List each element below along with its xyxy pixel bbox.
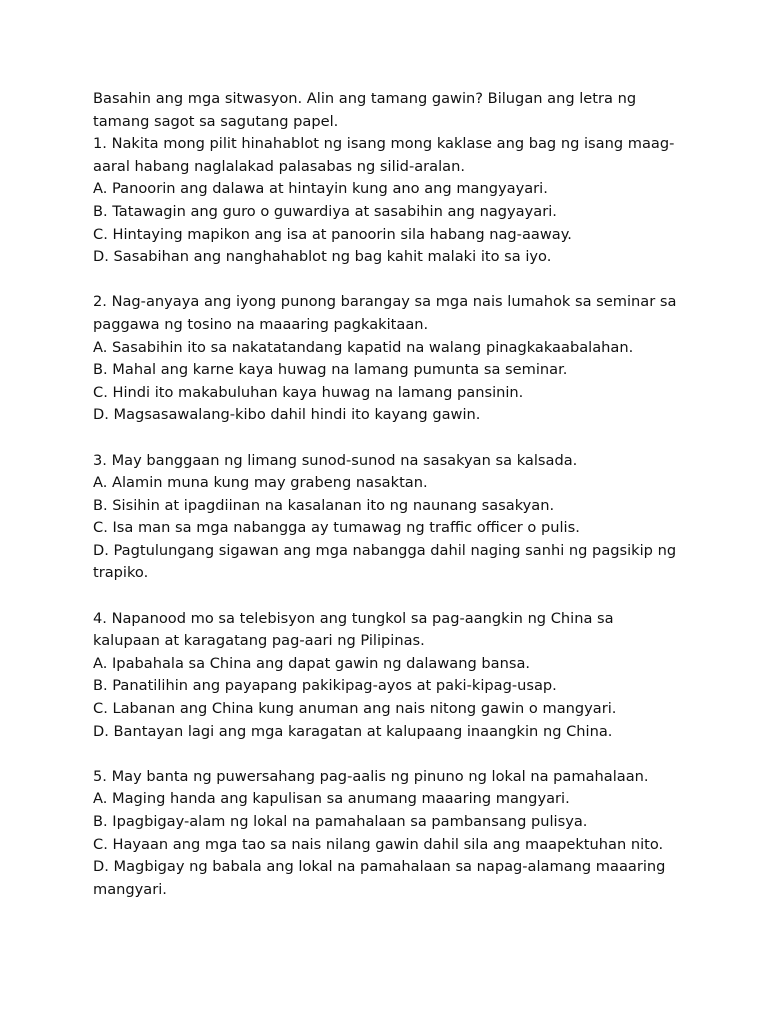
- instructions: [93, 88, 693, 133]
- question-stem-line: paggawa ng tosino na maaaring pagkakitaan.: [93, 315, 429, 333]
- question-5: [93, 766, 693, 902]
- choice-d: D. Bantayan lagi ang mga karagatan at kalupaang inaangkin ng China.: [93, 722, 613, 740]
- question-stem-line: 1. Nakita mong pilit hinahablot ng isang mong kaklase ang bag ng isang maag-: [93, 135, 675, 153]
- worksheet-text: [93, 88, 693, 901]
- question-4: [93, 608, 693, 744]
- paragraph-gap: [93, 269, 693, 292]
- question-stem-line: 5. May banta ng puwersahang pag-aalis ng pinuno ng lokal na pamahalaan.: [93, 767, 649, 785]
- question-stem-line: 4. Napanood mo sa telebisyon ang tungkol sa pag-aangkin ng China sa: [93, 609, 614, 627]
- paragraph-gap: [93, 427, 693, 450]
- choice-c: C. Labanan ang China kung anuman ang nais nitong gawin o mangyari.: [93, 700, 617, 718]
- choice-b: B. Tatawagin ang guro o guwardiya at sasabihin ang nagyayari.: [93, 202, 557, 220]
- choice-d: D. Magsasawalang-kibo dahil hindi ito kayang gawin.: [93, 406, 481, 424]
- question-stem-line: 3. May banggaan ng limang sunod-sunod na sasakyan sa kalsada.: [93, 451, 578, 469]
- choice-c: C. Hayaan ang mga tao sa nais nilang gawin dahil sila ang maapektuhan nito.: [93, 835, 664, 853]
- question-stem-line: kalupaan at karagatang pag-aari ng Pilipinas.: [93, 632, 425, 650]
- choice-a: A. Ipabahala sa China ang dapat gawin ng dalawang bansa.: [93, 654, 531, 672]
- choice-b: B. Panatilihin ang payapang pakikipag-ayos at paki-kipag-usap.: [93, 677, 557, 695]
- instructions-line: tamang sagot sa sagutang papel.: [93, 112, 339, 130]
- question-2: [93, 291, 693, 427]
- paragraph-gap: [93, 585, 693, 608]
- choice-d-continued: trapiko.: [93, 564, 149, 582]
- choice-c: C. Isa man sa mga nabangga ay tumawag ng traffic officer o pulis.: [93, 519, 580, 537]
- choice-a: A. Maging handa ang kapulisan sa anumang maaaring mangyari.: [93, 790, 570, 808]
- choice-d-continued: mangyari.: [93, 880, 167, 898]
- paragraph-gap: [93, 743, 693, 766]
- question-3: [93, 450, 693, 586]
- question-1: [93, 133, 693, 269]
- choice-b: B. Sisihin at ipagdiinan na kasalanan ito ng naunang sasakyan.: [93, 496, 555, 514]
- choice-b: B. Ipagbigay-alam ng lokal na pamahalaan sa pambansang pulisya.: [93, 813, 588, 830]
- instructions-line: Basahin ang mga sitwasyon. Alin ang tamang gawin? Bilugan ang letra ng: [93, 90, 637, 107]
- choice-c: C. Hindi ito makabuluhan kaya huwag na lamang pansinin.: [93, 383, 524, 401]
- choice-d: D. Magbigay ng babala ang lokal na pamahalaan sa napag-alamang maaaring: [93, 858, 666, 876]
- question-stem-line: aaral habang naglalakad palasabas ng silid-aralan.: [93, 157, 465, 175]
- question-stem-line: 2. Nag-anyaya ang iyong punong barangay sa mga nais lumahok sa seminar sa: [93, 293, 677, 311]
- choice-a: A. Sasabihin ito sa nakatatandang kapatid na walang pinagkakaabalahan.: [93, 338, 634, 356]
- choice-a: A. Alamin muna kung may grabeng nasaktan.: [93, 474, 428, 492]
- choice-d: D. Sasabihan ang nanghahablot ng bag kahit malaki ito sa iyo.: [93, 248, 552, 266]
- choice-a: A. Panoorin ang dalawa at hintayin kung ano ang mangyayari.: [93, 180, 548, 198]
- choice-d: D. Pagtulungang sigawan ang mga nabangga dahil naging sanhi ng pagsikip ng: [93, 541, 677, 559]
- choice-b: B. Mahal ang karne kaya huwag na lamang pumunta sa seminar.: [93, 361, 568, 379]
- choice-c: C. Hintaying mapikon ang isa at panoorin sila habang nag-aaway.: [93, 225, 572, 243]
